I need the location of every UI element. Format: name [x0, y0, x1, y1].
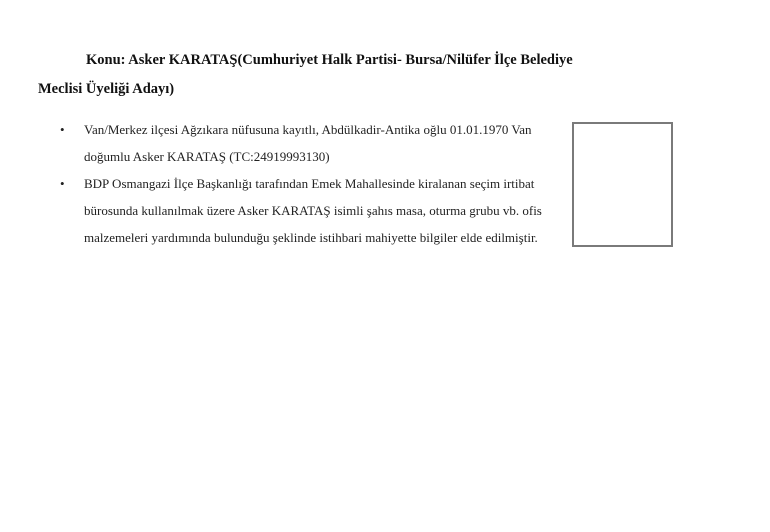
subject-line-1: Konu: Asker KARATAŞ(Cumhuriyet Halk Partisi- Bursa/Nilüfer İlçe Belediye [86, 52, 573, 68]
document-subject [38, 46, 678, 104]
list-item [58, 170, 559, 251]
subject-line-2: Meclisi Üyeliği Adayı) [38, 81, 175, 97]
bullet-text: BDP Osmangazi İlçe Başkanlığı tarafından Emek Mahallesinde kiralanan seçim irtibat bürosunda kullanılmak üzere Asker KARATAŞ isimli şahıs masa, oturma grubu vb. ofis malzemeleri yardımında bulunduğu şeklinde istihbari mahiyette bilgiler elde edilmiştir. [84, 176, 542, 245]
bullet-icon: • [60, 176, 65, 191]
bullet-icon: • [60, 122, 65, 137]
photo-placeholder-box [572, 122, 673, 247]
bullet-text: Van/Merkez ilçesi Ağzıkara nüfusuna kayıtlı, Abdülkadir-Antika oğlu 01.01.1970 Van doğumlu Asker KARATAŞ (TC:24919993130) [84, 122, 532, 164]
bullet-list [58, 116, 558, 251]
list-item [58, 116, 554, 170]
